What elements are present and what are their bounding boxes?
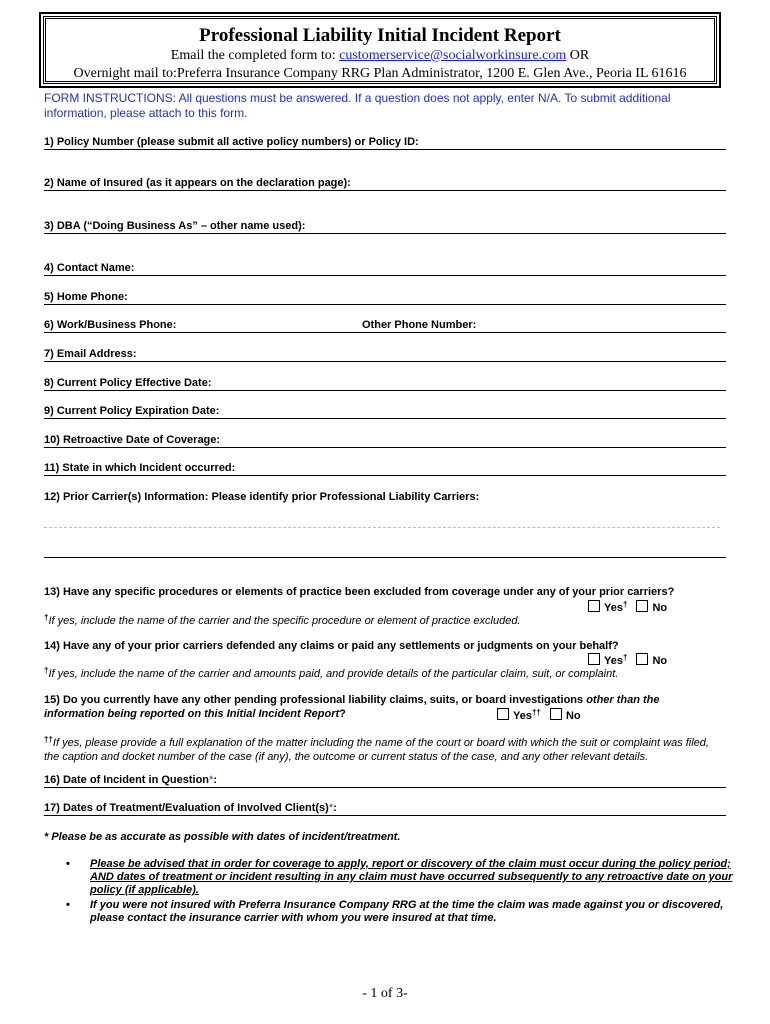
q2-answer-line[interactable] xyxy=(44,190,726,191)
q15-text-d: ? xyxy=(339,708,346,720)
q12-label: 12) Prior Carrier(s) Information: Please identify prior Professional Liability Carriers: xyxy=(44,491,480,503)
q15-choices xyxy=(497,708,581,722)
q10-answer-line[interactable] xyxy=(44,447,726,448)
q17-text: 17) Dates of Treatment/Evaluation of Involved Client(s) xyxy=(44,802,329,814)
notice-item-prior-carrier xyxy=(44,899,734,925)
q1-label: 1) Policy Number (please submit all active policy numbers) or Policy ID: xyxy=(44,136,419,148)
q15-note xyxy=(44,733,724,764)
q13-no-label: No xyxy=(652,602,668,614)
q5-answer-line[interactable] xyxy=(44,304,726,305)
page-number: - 1 of 3- xyxy=(362,986,408,1001)
q4-answer-line[interactable] xyxy=(44,275,726,276)
q15-label-line2 xyxy=(44,708,346,720)
accuracy-note: * Please be as accurate as possible with dates of incident/treatment. xyxy=(44,831,401,843)
q7-answer-line[interactable] xyxy=(44,361,726,362)
q3-answer-line[interactable] xyxy=(44,233,726,234)
q1-answer-line[interactable] xyxy=(44,149,726,150)
q9-label: 9) Current Policy Expiration Date: xyxy=(44,405,220,417)
q13-yes-label: Yes xyxy=(604,602,623,614)
q16-asterisk: * xyxy=(209,774,214,786)
header-box xyxy=(43,16,717,84)
q13-note xyxy=(44,613,521,627)
email-suffix: OR xyxy=(566,48,590,63)
bullet-dot: • xyxy=(66,858,70,870)
email-line xyxy=(46,47,714,65)
q10-label: 10) Retroactive Date of Coverage: xyxy=(44,434,221,446)
q17-colon: : xyxy=(333,802,337,814)
q12-answer-line-2[interactable] xyxy=(44,557,726,558)
q15-text-c: information being reported on this Initial Incident Report xyxy=(44,708,340,720)
q14-yes-label: Yes xyxy=(604,655,623,667)
q7-label: 7) Email Address: xyxy=(44,348,137,360)
q17-asterisk: * xyxy=(328,802,334,814)
q15-label-line1 xyxy=(44,694,660,706)
q13-label: 13) Have any specific procedures or elements of practice been excluded from coverage under any of your prior carriers? xyxy=(44,586,675,598)
q15-yes-label: Yes xyxy=(513,710,532,722)
q3-label: 3) DBA (“Doing Business As” – other name used): xyxy=(44,220,306,232)
q16-colon: : xyxy=(213,774,217,786)
q13-choices xyxy=(588,600,667,614)
q15-no-checkbox[interactable] xyxy=(550,708,562,720)
q14-no-checkbox[interactable] xyxy=(636,653,648,665)
q8-label: 8) Current Policy Effective Date: xyxy=(44,377,212,389)
notice-text-prior-carrier: If you were not insured with Preferra Insurance Company RRG at the time the claim was made against you or discovered, please contact the insurance carrier with whom you were insured at that time. xyxy=(90,899,724,924)
q15-note-ddagger: †† xyxy=(44,735,53,744)
q14-note-text: If yes, include the name of the carrier and amounts paid, and provide details of the particular claim, suit, or complaint. xyxy=(48,668,619,680)
mail-line: Overnight mail to:Preferra Insurance Company RRG Plan Administrator, 1200 E. Glen Ave., Peoria IL 61616 xyxy=(73,66,687,81)
q15-ddagger: †† xyxy=(531,708,541,717)
coverage-notices xyxy=(44,858,734,927)
q4-label: 4) Contact Name: xyxy=(44,262,135,274)
form-title: Professional Liability Initial Incident Report xyxy=(199,25,561,46)
q8-answer-line[interactable] xyxy=(44,390,726,391)
q2-label: 2) Name of Insured (as it appears on the declaration page): xyxy=(44,177,351,189)
q11-label: 11) State in which Incident occurred: xyxy=(44,462,236,474)
q13-yes-checkbox[interactable] xyxy=(588,600,600,612)
notice-item-coverage xyxy=(44,858,734,897)
q14-choices xyxy=(588,653,667,667)
q17-label xyxy=(44,802,337,814)
email-prefix: Email the completed form to: xyxy=(170,48,340,63)
q16-answer-line[interactable] xyxy=(44,787,726,788)
q14-no-label: No xyxy=(652,655,668,667)
q15-text-a: 15) Do you currently have any other pending professional liability claims, suits, or board investigations xyxy=(44,694,587,706)
q5-label: 5) Home Phone: xyxy=(44,291,128,303)
q9-answer-line[interactable] xyxy=(44,418,726,419)
q13-dagger: † xyxy=(622,600,628,609)
q14-label: 14) Have any of your prior carriers defended any claims or paid any settlements or judgments on your behalf? xyxy=(44,640,619,652)
q15-note-text: If yes, please provide a full explanation of the matter including the name of the court or board with which the suit or complaint was filed, the caption and docket number of the case (if any), the outcome or current status of the case, and any other relevant details. xyxy=(44,737,709,763)
q17-answer-line[interactable] xyxy=(44,815,726,816)
bullet-dot: • xyxy=(66,899,70,911)
q14-note xyxy=(44,666,618,680)
q13-note-dagger: † xyxy=(44,613,49,622)
q15-yes-checkbox[interactable] xyxy=(497,708,509,720)
q14-dagger: † xyxy=(622,653,628,662)
q15-no-label: No xyxy=(565,710,581,722)
q13-no-checkbox[interactable] xyxy=(636,600,648,612)
q14-note-dagger: † xyxy=(44,666,49,675)
q6-answer-line[interactable] xyxy=(44,332,726,333)
q6-label: 6) Work/Business Phone: xyxy=(44,319,177,331)
form-instructions: FORM INSTRUCTIONS: All questions must be answered. If a question does not apply, enter N/A. To submit additional information, please attach to this form. xyxy=(44,91,671,120)
q15-text-b: other than the xyxy=(586,694,660,706)
q12-answer-line-1[interactable] xyxy=(44,527,720,528)
q16-text: 16) Date of Incident in Question xyxy=(44,774,210,786)
q16-label xyxy=(44,774,217,786)
q11-answer-line[interactable] xyxy=(44,475,726,476)
notice-text-coverage: Please be advised that in order for coverage to apply, report or discovery of the claim must occur during the policy period; AND dates of treatment or incident resulting in any claim must have occurred subsequently to any retroactive date on your policy (if applicable). xyxy=(90,858,733,896)
q14-yes-checkbox[interactable] xyxy=(588,653,600,665)
email-link[interactable]: customerservice@socialworkinsure.com xyxy=(339,48,567,63)
q13-note-text: If yes, include the name of the carrier and the specific procedure or element of practice excluded. xyxy=(48,615,521,627)
q6-other-phone-label: Other Phone Number: xyxy=(362,319,477,331)
